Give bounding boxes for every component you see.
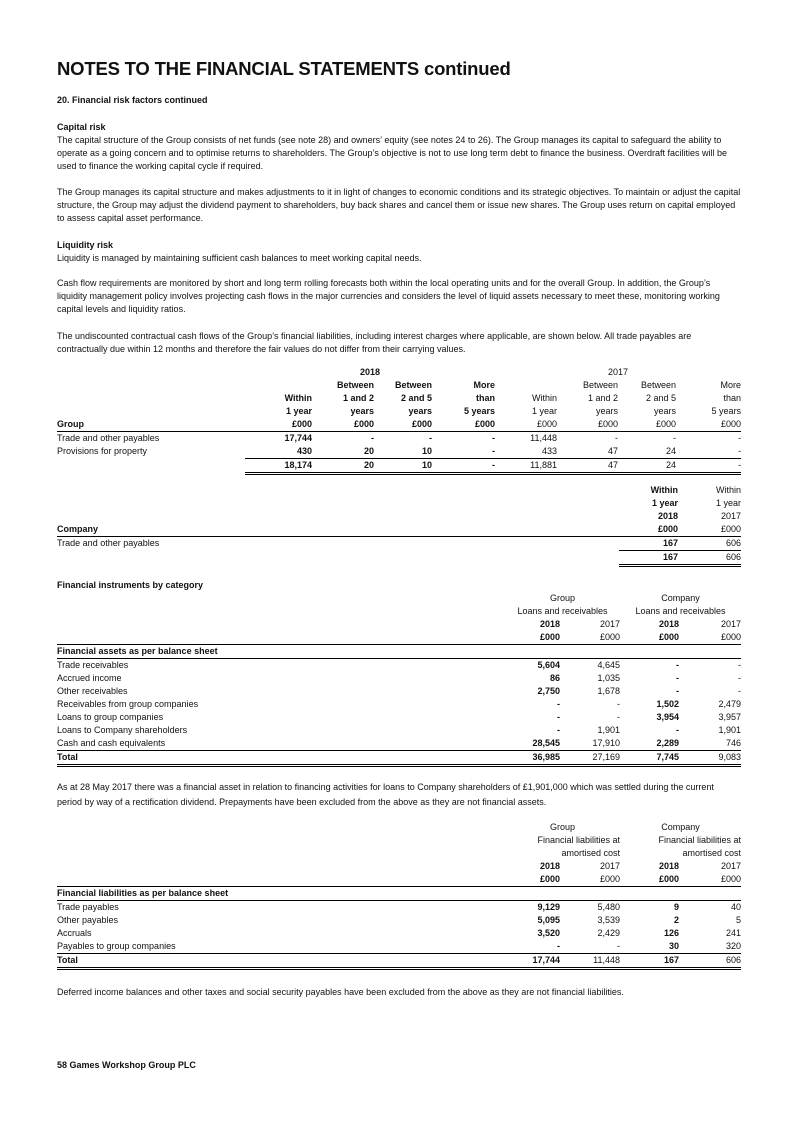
header-cell: years xyxy=(596,406,619,416)
header-cell: Between xyxy=(394,380,432,390)
table-cell: 167 xyxy=(619,551,678,566)
header-cell: £000 xyxy=(505,631,560,645)
row-label: Trade and other payables xyxy=(57,538,160,549)
row-label xyxy=(57,551,619,566)
header-cell: Between xyxy=(336,380,374,390)
header-cell xyxy=(57,510,619,523)
group-label: Group xyxy=(550,593,576,603)
table-header-row xyxy=(57,510,741,523)
page-title: NOTES TO THE FINANCIAL STATEMENTS continued xyxy=(57,58,511,79)
header-cell: 2018 xyxy=(539,861,560,871)
table-cell: 40 xyxy=(731,902,742,912)
header-cell: 1 year xyxy=(532,406,558,416)
table-cell: - xyxy=(676,686,680,696)
row-label: Loans to group companies xyxy=(57,712,164,722)
table-cell: 7,745 xyxy=(620,751,679,766)
table-cell: 20 xyxy=(312,459,374,474)
row-label: Total xyxy=(57,751,505,766)
header-cell: £000 xyxy=(676,418,741,432)
table-cell: 746 xyxy=(679,737,741,751)
header-cell: years xyxy=(350,406,374,416)
header-cell: £000 xyxy=(679,631,741,645)
table-cell: 5 xyxy=(736,915,742,925)
header-cell: 2018 xyxy=(539,619,560,629)
capital-risk-heading: Capital risk xyxy=(57,122,106,132)
table-cell: 1,035 xyxy=(597,673,621,683)
header-cell: Within xyxy=(715,485,741,495)
header-cell: £000 xyxy=(245,418,312,432)
table-cell: 27,169 xyxy=(560,751,620,766)
row-label: Cash and cash equivalents xyxy=(57,737,505,751)
table-cell: - xyxy=(432,459,495,474)
table-cell: - xyxy=(738,446,742,456)
header-cell: £000 xyxy=(495,418,557,432)
table-row xyxy=(57,927,741,940)
table-row xyxy=(57,940,741,954)
fin-liabilities-note: Deferred income balances and other taxes and social security payables have been excluded from the above as they are not financial liabilities. xyxy=(57,987,624,997)
financial-assets-table xyxy=(57,592,741,767)
table-cell: - xyxy=(492,446,496,456)
table-cell: 5,480 xyxy=(597,902,621,912)
table-cell: 18,174 xyxy=(245,459,312,474)
section-label-row xyxy=(57,887,741,901)
header-cell xyxy=(57,379,245,392)
table-cell: 241 xyxy=(725,928,742,938)
header-cell xyxy=(57,392,245,405)
table-cell: - xyxy=(615,433,619,443)
table-cell: 3,957 xyxy=(718,712,742,722)
table-cell: 1,901 xyxy=(597,725,621,735)
header-cell: 2017 xyxy=(720,511,741,521)
table-cell: 167 xyxy=(620,954,679,969)
table-cell: - xyxy=(617,712,621,722)
header-cell xyxy=(57,484,619,497)
table-header-row xyxy=(57,873,741,887)
header-cell: £000 xyxy=(620,873,679,887)
table-cell: - xyxy=(676,660,680,670)
header-cell: £000 xyxy=(505,873,560,887)
table-cell: - xyxy=(505,940,560,954)
row-label: Provisions for property xyxy=(57,446,148,457)
header-cell: Between xyxy=(583,380,619,390)
table-row xyxy=(57,445,741,459)
company-sub-label: Loans and receivables xyxy=(635,606,726,616)
table-row xyxy=(57,432,741,446)
header-cell: 2017 xyxy=(599,619,621,629)
header-cell: Within xyxy=(650,485,678,495)
row-label: Receivables from group companies xyxy=(57,699,199,709)
liab-sub-label-1: Financial liabilities at xyxy=(537,835,621,845)
header-cell: years xyxy=(408,406,432,416)
header-cell: 1 year xyxy=(285,406,312,416)
header-cell: 1 and 2 xyxy=(588,393,619,403)
table-cell: - xyxy=(560,940,620,954)
header-cell: 1 and 2 xyxy=(342,393,374,403)
table-cell: 126 xyxy=(663,928,680,938)
header-cell: £000 xyxy=(560,873,620,887)
table-cell: - xyxy=(371,433,374,443)
table-cell: 2,429 xyxy=(597,928,621,938)
header-cell: £000 xyxy=(432,418,495,432)
table-cell: 3,954 xyxy=(656,712,680,722)
table-header-row xyxy=(57,405,741,418)
header-cell: 2017 xyxy=(720,861,742,871)
header-cell: Within xyxy=(284,393,312,403)
group-sub-label: Loans and receivables xyxy=(517,606,608,616)
table-cell: 20 xyxy=(363,446,374,456)
header-cell: 2 and 5 xyxy=(646,393,677,403)
table-cell: - xyxy=(673,433,677,443)
table-cell: 36,985 xyxy=(505,751,560,766)
cashflow-table xyxy=(57,366,741,475)
header-cell: £000 xyxy=(312,418,374,432)
header-cell: Between xyxy=(641,380,677,390)
header-cell: 2018 xyxy=(658,619,680,629)
header-cell: Group xyxy=(57,418,245,432)
table-header-row xyxy=(57,418,741,432)
header-cell xyxy=(57,497,619,510)
table-year-row xyxy=(57,366,741,379)
header-cell xyxy=(495,379,557,392)
table-cell: 2,479 xyxy=(718,699,742,709)
header-cell: 2 and 5 xyxy=(400,393,432,403)
table-cell: 2 xyxy=(674,915,680,925)
table-header-row xyxy=(57,605,741,618)
table-total-row xyxy=(57,459,741,474)
table-cell: 17,910 xyxy=(560,737,620,751)
table-cell: - xyxy=(738,673,742,683)
header-cell xyxy=(57,405,245,418)
table-row xyxy=(57,901,741,915)
table-row xyxy=(57,914,741,927)
header-cell: 2017 xyxy=(599,861,621,871)
table-cell: 606 xyxy=(725,538,741,548)
table-cell: 2,289 xyxy=(620,737,679,751)
table-cell: 47 xyxy=(557,459,618,474)
row-label: Trade payables xyxy=(57,902,119,912)
group-label: Group xyxy=(550,822,576,832)
header-cell: £000 xyxy=(620,631,679,645)
table-header-row xyxy=(57,860,741,873)
table-cell: 4,645 xyxy=(597,660,621,670)
header-cell: 1 year xyxy=(651,498,678,508)
table-cell: 17,744 xyxy=(284,433,312,443)
liab-sub-label-2: amortised cost xyxy=(682,848,742,858)
liquidity-risk-paragraph-2: Cash flow requirements are monitored by short and long term rolling forecasts both within the local operating units and for the overall Group. In addition, the Group’s liquidity management policy involves projecting cash flows in the major currencies and considers the level of liquid assets necessary to meet these, monitoring working capital levels and liquidity ratios. xyxy=(57,278,720,314)
row-label: Other payables xyxy=(57,915,119,925)
table-row xyxy=(57,659,741,673)
table-cell: 5,095 xyxy=(537,915,560,925)
table-cell: 606 xyxy=(678,551,741,566)
table-cell: 5,604 xyxy=(537,660,560,670)
table-cell: - xyxy=(429,433,432,443)
table-row xyxy=(57,724,741,737)
table-cell: 1,502 xyxy=(656,699,680,709)
table-cell: 10 xyxy=(421,446,432,456)
table-cell: 11,881 xyxy=(495,459,557,474)
financial-liabilities-table xyxy=(57,821,741,970)
table-row xyxy=(57,685,741,698)
table-cell: 430 xyxy=(296,446,312,456)
section-label: Financial liabilities as per balance sheet xyxy=(57,887,505,901)
row-label: Total xyxy=(57,954,505,969)
header-cell: 2017 xyxy=(720,619,742,629)
table-cell: 17,744 xyxy=(505,954,560,969)
table-cell: 86 xyxy=(549,673,560,683)
header-cell: £000 xyxy=(619,523,678,537)
table-cell: - xyxy=(738,433,742,443)
table-cell: - xyxy=(676,673,680,683)
capital-risk-paragraph-1: The capital structure of the Group consists of net funds (see note 28) and owners’ equity (see notes 24 to 26). The Group manages its capital to safeguard the ability to operate as a going concern and to optimise returns to shareholders. The Group’s objective is not to use long term debt to finance the business. Overdraft facilities will be used to finance the working capital cycle if required. xyxy=(57,135,728,171)
fin-instruments-note: As at 28 May 2017 there was a financial asset in relation to financing activities for loans to Company shareholders of £1,901,000 which was settled during the current period by way of a rectification dividend. Prepayments have been excluded from the above as they are not financial assets. xyxy=(57,782,714,807)
header-cell: £000 xyxy=(557,418,618,432)
capital-risk-paragraph-2: The Group manages its capital structure and makes adjustments to it in light of changes to economic conditions and its strategic objectives. To maintain or adjust the capital structure, the Group may adjust the dividend payment to shareholders, buy back shares and cancel them or issue new shares. The Group uses return on capital employed to assess capital asset performance. xyxy=(57,187,741,223)
table-cell: 1,901 xyxy=(718,725,742,735)
header-cell: £000 xyxy=(678,523,741,537)
table-cell: 433 xyxy=(542,446,558,456)
table-cell: 9,083 xyxy=(679,751,741,766)
row-label: Trade receivables xyxy=(57,660,129,670)
row-label: Accrued income xyxy=(57,673,122,683)
header-cell: More xyxy=(473,380,496,390)
year-2018-label: 2018 xyxy=(360,367,381,377)
table-header-row xyxy=(57,618,741,631)
table-total-row xyxy=(57,551,741,566)
table-row xyxy=(57,672,741,685)
table-cell: - xyxy=(676,725,680,735)
table-total-row xyxy=(57,954,741,969)
header-cell: Within xyxy=(532,393,558,403)
table-cell: - xyxy=(676,459,741,474)
company-table xyxy=(57,484,741,567)
table-cell: 11,448 xyxy=(560,954,620,969)
section-label: Financial assets as per balance sheet xyxy=(57,645,505,659)
table-row xyxy=(57,537,741,551)
table-cell: - xyxy=(557,699,560,709)
table-header-row xyxy=(57,821,741,834)
row-label: Trade and other payables xyxy=(57,433,160,443)
year-2017-label: 2017 xyxy=(608,367,629,377)
table-cell: - xyxy=(738,660,742,670)
header-cell: than xyxy=(723,393,742,403)
table-cell: 47 xyxy=(608,446,619,456)
table-cell: 9 xyxy=(674,902,680,912)
header-cell: Company xyxy=(57,523,619,537)
table-cell: - xyxy=(557,712,560,722)
table-row xyxy=(57,698,741,711)
header-cell: £000 xyxy=(374,418,432,432)
row-label: Accruals xyxy=(57,928,92,938)
table-header-row xyxy=(57,379,741,392)
header-cell: 5 years xyxy=(464,406,496,416)
table-cell: 3,520 xyxy=(537,928,560,938)
table-cell: - xyxy=(557,725,560,735)
table-row xyxy=(57,737,741,751)
row-label xyxy=(57,459,245,474)
liquidity-risk-heading: Liquidity risk xyxy=(57,240,114,250)
header-cell: than xyxy=(476,393,496,403)
row-label: Payables to group companies xyxy=(57,940,505,954)
table-header-row xyxy=(57,497,741,510)
table-cell: 28,545 xyxy=(505,737,560,751)
table-cell: 11,448 xyxy=(530,433,558,443)
table-cell: 10 xyxy=(374,459,432,474)
table-cell: 167 xyxy=(662,538,678,548)
table-cell: - xyxy=(617,699,621,709)
table-cell: 9,129 xyxy=(537,902,560,912)
table-header-row xyxy=(57,484,741,497)
header-cell: 5 years xyxy=(711,406,742,416)
table-cell: 3,539 xyxy=(597,915,621,925)
company-label: Company xyxy=(661,822,700,832)
table-cell: - xyxy=(738,686,742,696)
header-cell: £000 xyxy=(560,631,620,645)
header-cell: £000 xyxy=(618,418,676,432)
table-total-row xyxy=(57,751,741,766)
header-cell: More xyxy=(720,380,742,390)
table-cell: 30 xyxy=(620,940,679,954)
table-header-row xyxy=(57,523,741,537)
table-cell: 24 xyxy=(666,446,677,456)
header-cell xyxy=(245,379,312,392)
table-cell: - xyxy=(492,433,496,443)
header-cell: 1 year xyxy=(715,498,741,508)
header-cell: years xyxy=(654,406,677,416)
table-header-row xyxy=(57,631,741,645)
header-cell: 2018 xyxy=(658,861,680,871)
table-cell: 2,750 xyxy=(537,686,560,696)
liquidity-risk-paragraph-1: Liquidity is managed by maintaining sufficient cash balances to meet working capital needs. xyxy=(57,253,422,263)
liquidity-risk-paragraph-3: The undiscounted contractual cash flows of the Group’s financial liabilities, including interest charges where applicable, are shown below. All trade payables are contractually due within 12 months and therefore the fair values do not differ from their carrying values. xyxy=(57,331,692,354)
table-cell: 320 xyxy=(679,940,741,954)
section-heading: 20. Financial risk factors continued xyxy=(57,95,208,105)
table-cell: 606 xyxy=(679,954,741,969)
header-cell: 2018 xyxy=(657,511,678,521)
section-label-row xyxy=(57,645,741,659)
table-cell: 1,678 xyxy=(597,686,621,696)
liab-sub-label-1: Financial liabilities at xyxy=(658,835,742,845)
liab-sub-label-2: amortised cost xyxy=(561,848,621,858)
company-label: Company xyxy=(661,593,700,603)
table-header-row xyxy=(57,392,741,405)
table-header-row xyxy=(57,847,741,860)
row-label: Other receivables xyxy=(57,686,128,696)
page-footer: 58 Games Workshop Group PLC xyxy=(57,1060,196,1070)
header-cell: £000 xyxy=(679,873,741,887)
fin-instruments-heading: Financial instruments by category xyxy=(57,580,204,590)
table-header-row xyxy=(57,834,741,847)
table-cell: 24 xyxy=(618,459,676,474)
table-header-row xyxy=(57,592,741,605)
row-label: Loans to Company shareholders xyxy=(57,725,188,735)
table-row xyxy=(57,711,741,724)
